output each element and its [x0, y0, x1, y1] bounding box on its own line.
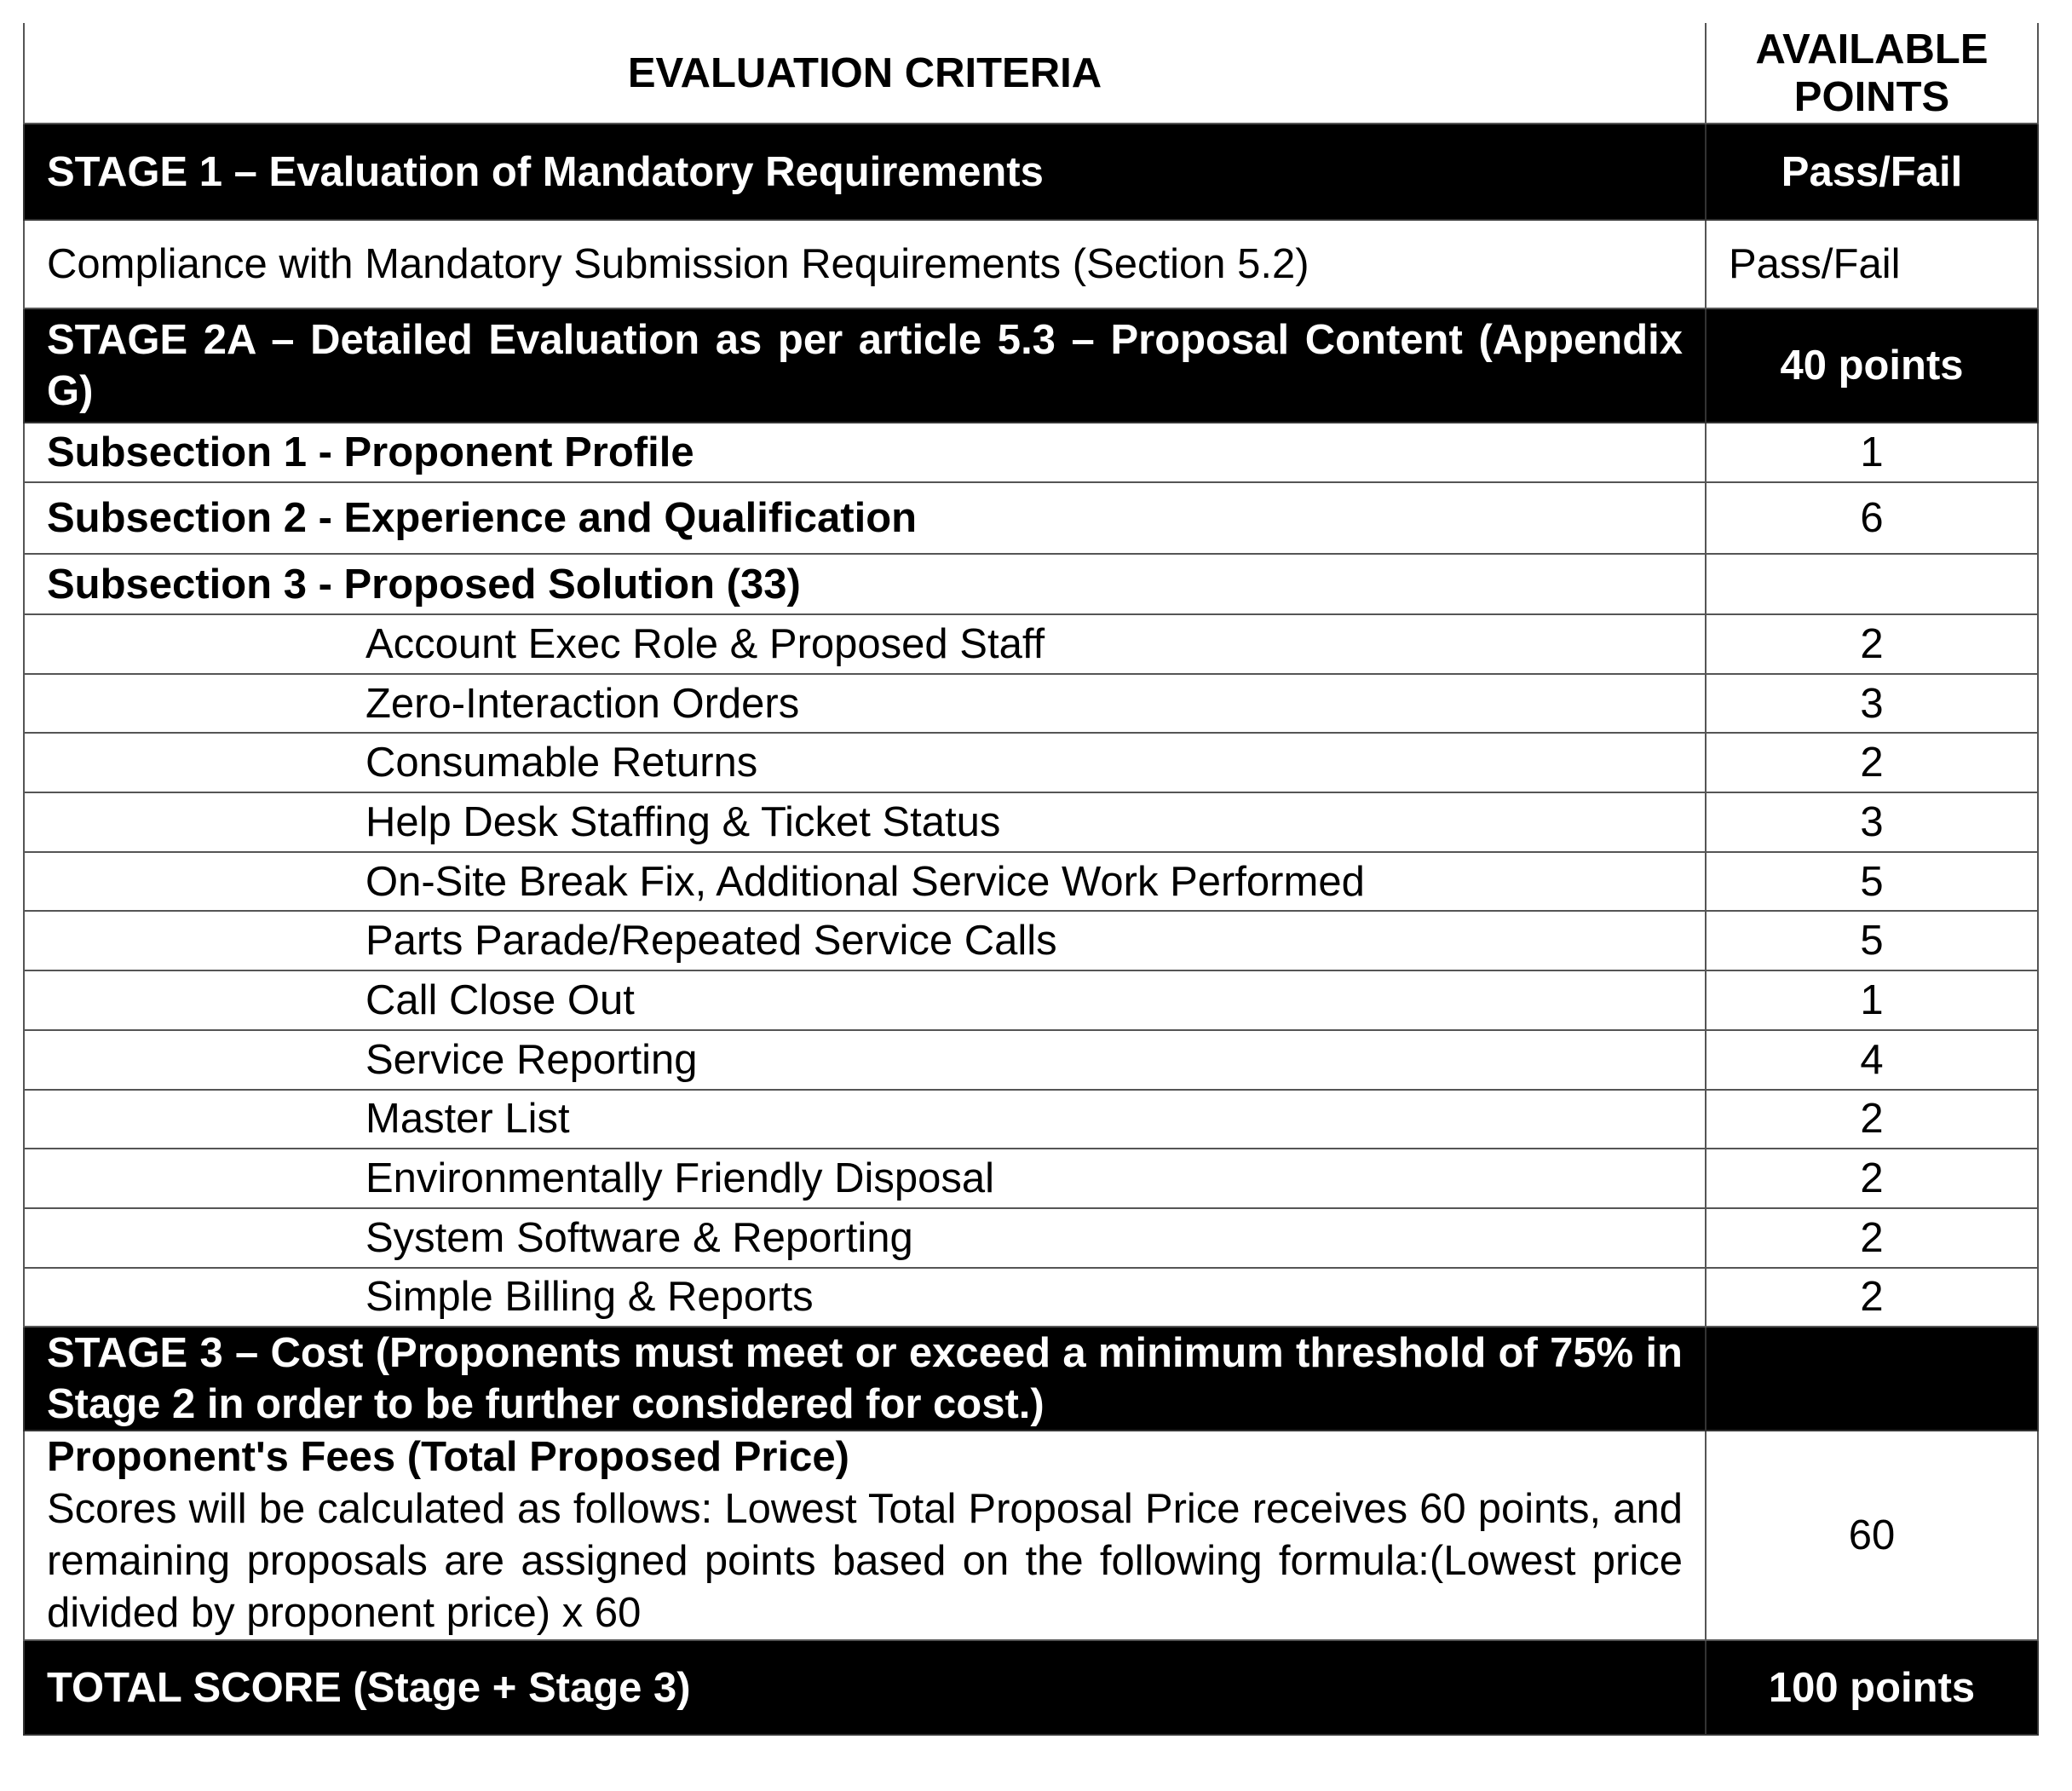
- stage-3-label: STAGE 3 – Cost (Proponents must meet or exceed a minimum threshold of 75% in Stage 2 in order to be further considered for cost.): [24, 1327, 1706, 1431]
- criteria-item-row: [24, 733, 2038, 792]
- subsection-label: Subsection 1 - Proponent Profile: [24, 423, 1706, 482]
- criteria-item-label: Account Exec Role & Proposed Staff: [24, 614, 1706, 674]
- subsection-row: [24, 554, 2038, 614]
- stage-2a-points: 40 points: [1706, 308, 2038, 423]
- subsection-label: Subsection 2 - Experience and Qualification: [24, 482, 1706, 554]
- criteria-item-label: Call Close Out: [24, 970, 1706, 1030]
- criteria-item-points: 2: [1706, 1268, 2038, 1327]
- criteria-item-label: Simple Billing & Reports: [24, 1268, 1706, 1327]
- stage-2a-row: [24, 308, 2038, 423]
- subsection-points: 6: [1706, 482, 2038, 554]
- compliance-points: Pass/Fail: [1706, 220, 2038, 308]
- criteria-column-header: EVALUATION CRITERIA: [24, 23, 1706, 124]
- criteria-item-points: 2: [1706, 1149, 2038, 1208]
- stage-3-row: [24, 1327, 2038, 1431]
- criteria-item-label: Master List: [24, 1090, 1706, 1149]
- criteria-item-label: Parts Parade/Repeated Service Calls: [24, 911, 1706, 970]
- criteria-item-label: Zero-Interaction Orders: [24, 674, 1706, 734]
- subsection-row: [24, 423, 2038, 482]
- proponent-fees-cell: [24, 1431, 1706, 1640]
- criteria-item-points: 3: [1706, 792, 2038, 852]
- criteria-item-points: 5: [1706, 911, 2038, 970]
- criteria-item-points: 5: [1706, 852, 2038, 912]
- stage-3-points: [1706, 1327, 2038, 1431]
- criteria-item-row: [24, 1208, 2038, 1268]
- criteria-item-row: [24, 911, 2038, 970]
- criteria-item-label: System Software & Reporting: [24, 1208, 1706, 1268]
- criteria-item-row: [24, 674, 2038, 734]
- total-score-row: [24, 1640, 2038, 1735]
- subsection-label: Subsection 3 - Proposed Solution (33): [24, 554, 1706, 614]
- stage-1-label: STAGE 1 – Evaluation of Mandatory Requirements: [24, 124, 1706, 220]
- total-score-points: 100 points: [1706, 1640, 2038, 1735]
- stage-1-row: [24, 124, 2038, 220]
- criteria-item-row: [24, 1090, 2038, 1149]
- criteria-item-row: [24, 1030, 2038, 1090]
- stage-1-points: Pass/Fail: [1706, 124, 2038, 220]
- proponent-fees-row: [24, 1431, 2038, 1640]
- header-row: [24, 23, 2038, 124]
- subsection-points: 1: [1706, 423, 2038, 482]
- criteria-item-points: 3: [1706, 674, 2038, 734]
- criteria-item-points: 4: [1706, 1030, 2038, 1090]
- compliance-label: Compliance with Mandatory Submission Requirements (Section 5.2): [24, 220, 1706, 308]
- subsection-points: [1706, 554, 2038, 614]
- stage-2a-label: STAGE 2A – Detailed Evaluation as per article 5.3 – Proposal Content (Appendix G): [24, 308, 1706, 423]
- compliance-row: [24, 220, 2038, 308]
- criteria-item-points: 2: [1706, 1208, 2038, 1268]
- criteria-item-row: [24, 852, 2038, 912]
- criteria-item-points: 1: [1706, 970, 2038, 1030]
- criteria-item-label: Service Reporting: [24, 1030, 1706, 1090]
- criteria-item-points: 2: [1706, 733, 2038, 792]
- criteria-item-points: 2: [1706, 614, 2038, 674]
- criteria-item-label: Consumable Returns: [24, 733, 1706, 792]
- proponent-fees-points: 60: [1706, 1431, 2038, 1640]
- criteria-item-label: On-Site Break Fix, Additional Service Work Performed: [24, 852, 1706, 912]
- evaluation-criteria-table: [23, 23, 2039, 1736]
- proponent-fees-title: Proponent's Fees (Total Proposed Price): [47, 1434, 849, 1481]
- criteria-item-row: [24, 1149, 2038, 1208]
- criteria-item-points: 2: [1706, 1090, 2038, 1149]
- proponent-fees-description: Scores will be calculated as follows: Lowest Total Proposal Price receives 60 points, and remaining proposals are assigned points based on the following formula:(Lowest price divided by proponent price) x 60: [47, 1486, 1683, 1637]
- total-score-label: TOTAL SCORE (Stage + Stage 3): [24, 1640, 1706, 1735]
- criteria-item-row: [24, 970, 2038, 1030]
- criteria-item-label: Environmentally Friendly Disposal: [24, 1149, 1706, 1208]
- criteria-item-row: [24, 614, 2038, 674]
- subsection-row: [24, 482, 2038, 554]
- criteria-item-label: Help Desk Staffing & Ticket Status: [24, 792, 1706, 852]
- criteria-item-row: [24, 1268, 2038, 1327]
- points-column-header: AVAILABLE POINTS: [1706, 23, 2038, 124]
- criteria-item-row: [24, 792, 2038, 852]
